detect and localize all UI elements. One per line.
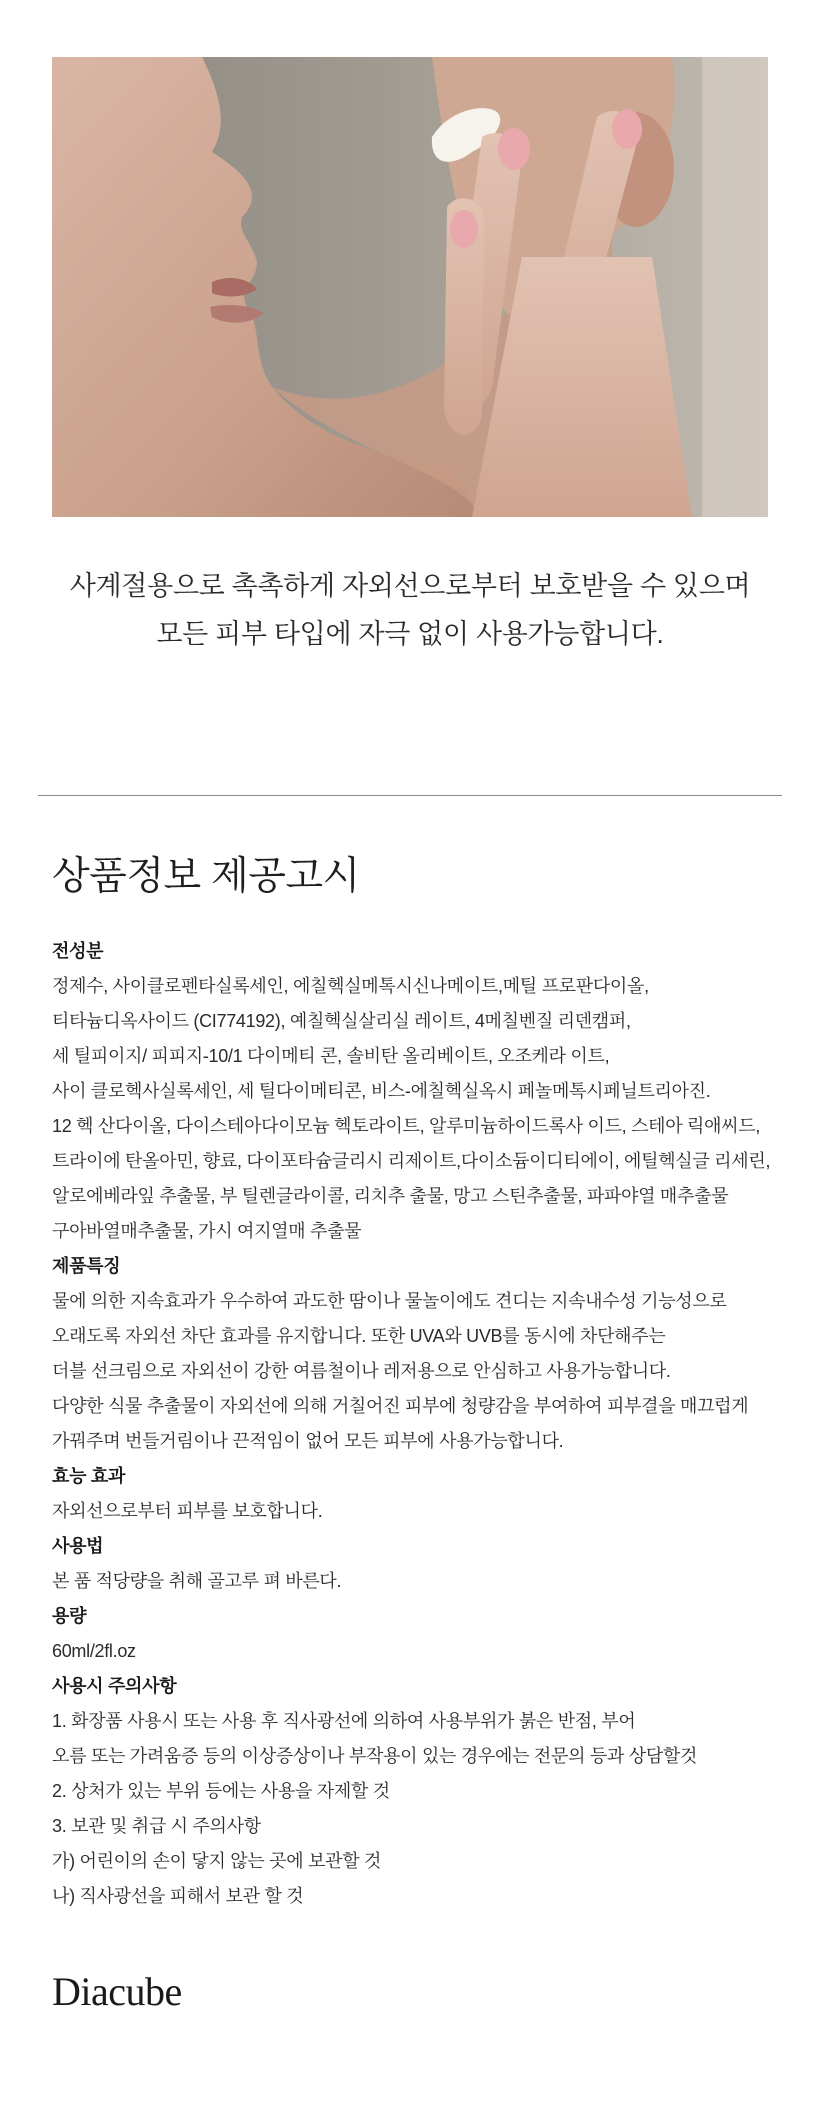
ingredients-line: 사이 클로헥사실록세인, 세 틸다이메티콘, 비스-에칠헥실옥시 페놀메톡시페닐트리아진. (52, 1081, 711, 1101)
features-line: 더블 선크림으로 자외선이 강한 여름철이나 레저용으로 안심하고 사용가능합니다. (52, 1361, 671, 1381)
ingredients-line: 티타늄디옥사이드 (CI774192), 예칠헥실살리실 레이트, 4메칠벤질 리덴캠퍼, (52, 1011, 631, 1031)
ingredients-line: 구아바열매추출물, 가시 여지열매 추출물 (52, 1221, 362, 1241)
hero-illustration (52, 57, 768, 517)
cautions-line: 오름 또는 가려움증 등의 이상증상이나 부작용이 있는 경우에는 전문의 등과 상담할것 (52, 1746, 698, 1766)
ingredients-line: 알로에베라잎 추출물, 부 틸렌글라이콜, 리치추 출물, 망고 스틴추출물, 파파야열 매추출물 (52, 1186, 729, 1206)
features-line: 물에 의한 지속효과가 우수하여 과도한 땀이나 물놀이에도 견디는 지속내수성 기능성으로 (52, 1291, 727, 1311)
features-line: 오래도록 자외선 차단 효과를 유지합니다. 또한 UVA와 UVB를 동시에 차단해주는 (52, 1326, 666, 1346)
cautions-line: 2. 상처가 있는 부위 등에는 사용을 자제할 것 (52, 1781, 390, 1801)
volume-heading: 용량 (52, 1606, 87, 1626)
tagline-line-2: 모든 피부 타입에 자극 없이 사용가능합니다. (156, 619, 664, 649)
tagline-line-1: 사계절용으로 촉촉하게 자외선으로부터 보호받을 수 있으며 (69, 571, 751, 601)
ingredients-line: 12 헥 산다이올, 다이스테아다이모늄 헥토라이트, 알루미늄하이드록사 이드, 스테아 릭애씨드, (52, 1116, 761, 1136)
ingredients-line: 세 틸피이지/ 피피지-10/1 다이메티 콘, 솔비탄 올리베이트, 오조케라 이트, (52, 1046, 610, 1066)
cautions-line: 나) 직사광선을 피해서 보관 할 것 (52, 1886, 304, 1906)
product-tagline (0, 562, 820, 658)
usage-heading: 사용법 (52, 1536, 104, 1556)
ingredients-heading: 전성분 (52, 941, 104, 961)
efficacy-heading: 효능 효과 (52, 1466, 126, 1486)
cautions-line: 3. 보관 및 취급 시 주의사항 (52, 1816, 261, 1836)
ingredients-line: 정제수, 사이클로펜타실록세인, 에칠헥실메톡시신나메이트,메틸 프로판다이올, (52, 976, 649, 996)
hero-image (52, 57, 768, 517)
features-heading: 제품특징 (52, 1256, 121, 1276)
cautions-line: 가) 어린이의 손이 닿지 않는 곳에 보관할 것 (52, 1851, 382, 1871)
features-line: 가꿔주며 번들거림이나 끈적임이 없어 모든 피부에 사용가능합니다. (52, 1431, 564, 1451)
product-info-notice (52, 934, 772, 1914)
volume-line: 60ml/2fl.oz (52, 1641, 136, 1661)
usage-line: 본 품 적당량을 취해 골고루 펴 바른다. (52, 1571, 342, 1591)
notice-title: 상품정보 제공고시 (52, 855, 360, 898)
ingredients-line: 트라이에 탄올아민, 향료, 다이포타슘글리시 리제이트,다이소듐이디티에이, 에틸헥실글 리세린, (52, 1151, 771, 1171)
cautions-line: 1. 화장품 사용시 또는 사용 후 직사광선에 의하여 사용부위가 붉은 반점, 부어 (52, 1711, 636, 1731)
brand-logo: Diacube (52, 1969, 182, 2014)
cautions-heading: 사용시 주의사항 (52, 1676, 177, 1696)
efficacy-line: 자외선으로부터 피부를 보호합니다. (52, 1501, 323, 1521)
section-divider (38, 795, 782, 796)
features-line: 다양한 식물 추출물이 자외선에 의해 거칠어진 피부에 청량감을 부여하여 피부결을 매끄럽게 (52, 1396, 749, 1416)
